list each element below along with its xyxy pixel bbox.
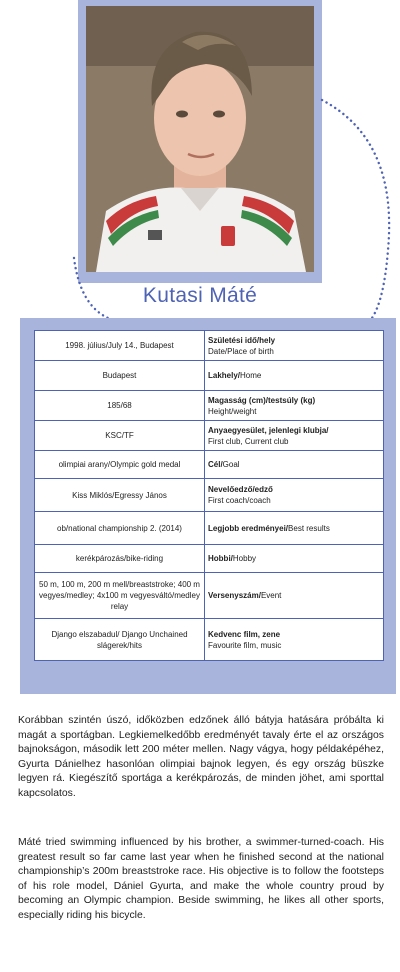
info-value: 185/68 <box>35 391 205 421</box>
info-value: Kiss Miklós/Egressy János <box>35 479 205 512</box>
info-row <box>35 479 384 512</box>
paragraph-hungarian: Korábban szintén úszó, időközben edzőnek álló bátyja hatására próbálta ki magát a sportágban. Legkiemelkedőbb eredményét tavaly érte el az országos bajnokságon, második lett 200 méter mellen. Nagy vágya, hogy példaképéhez, Gyurta Dánielhez hasonlóan olimpiai bajnok legyen, és egy ország büszke legyen rá. Kiegészítő sportága a kerékpározás, de minden jöhet, ami sporttal kapcsolatos. <box>18 715 384 799</box>
info-row <box>35 331 384 361</box>
info-label <box>205 421 384 451</box>
info-row <box>35 619 384 661</box>
info-value: ob/national championship 2. (2014) <box>35 512 205 545</box>
info-label-bold: Nevelőedző/edző <box>208 485 273 494</box>
info-row <box>35 512 384 545</box>
info-label-bold: Születési idő/hely <box>208 335 276 345</box>
info-label-rest: Hobby <box>232 554 257 563</box>
info-value: Budapest <box>35 361 205 391</box>
info-value: Django elszabadul/ Django Unchained slágerek/hits <box>35 619 205 661</box>
info-value: kerékpározás/bike-riding <box>35 545 205 573</box>
info-row <box>35 361 384 391</box>
info-label <box>205 391 384 421</box>
info-row <box>35 391 384 421</box>
info-label <box>205 619 384 661</box>
info-label-bold: Versenyszám/ <box>208 591 261 600</box>
info-value: 50 m, 100 m, 200 m mell/breaststroke; 400 m vegyes/medley; 4x100 m vegyesváltó/medley relay <box>35 573 205 619</box>
info-label-english: Date/Place of birth <box>208 346 274 356</box>
info-value: KSC/TF <box>35 421 205 451</box>
info-row <box>35 451 384 479</box>
info-label-bold: Lakhely/ <box>208 371 241 380</box>
info-value: 1998. július/July 14., Budapest <box>35 331 205 361</box>
info-label-english: First club, Current club <box>208 436 289 446</box>
info-label-english: Height/weight <box>208 406 257 416</box>
info-row <box>35 421 384 451</box>
info-label-english: Favourite film, music <box>208 640 282 650</box>
info-label-rest: Event <box>260 591 282 600</box>
info-label <box>205 331 384 361</box>
info-label-bold: Hobbi/ <box>208 554 233 563</box>
info-label-bold: Legjobb eredményei/ <box>208 523 289 533</box>
athlete-name: Kutasi Máté <box>142 284 258 307</box>
info-label <box>205 361 384 391</box>
info-label <box>205 573 384 619</box>
info-label-bold: Magasság (cm)/testsúly (kg) <box>208 395 316 405</box>
info-label-bold: Kedvenc film, zene <box>208 629 281 639</box>
portrait-photo <box>86 6 314 272</box>
info-label <box>205 512 384 545</box>
info-label <box>205 451 384 479</box>
info-row <box>35 545 384 573</box>
info-label <box>205 479 384 512</box>
info-label-rest: Goal <box>222 460 240 469</box>
info-label-rest: Home <box>240 371 262 380</box>
info-label-bold: Cél/ <box>208 460 223 469</box>
info-label-rest: Best results <box>288 523 330 533</box>
info-row <box>35 573 384 619</box>
paragraph-english: Máté tried swimming influenced by his brother, a swimmer-turned-coach. His greatest result so far came last year when he finished second at the national championship’s 200m breaststroke race. His objective is to follow the footsteps of his role model, Dániel Gyurta, and make the whole country proud by becoming an Olympic champion. Beside swimming, he likes all other sports, especially riding his bicycle. <box>18 837 384 921</box>
info-table <box>34 330 384 661</box>
info-value: olimpiai arany/Olympic gold medal <box>35 451 205 479</box>
info-label <box>205 545 384 573</box>
info-label-bold: Anyaegyesület, jelenlegi klubja/ <box>208 425 329 435</box>
info-label-english: First coach/coach <box>208 496 271 505</box>
